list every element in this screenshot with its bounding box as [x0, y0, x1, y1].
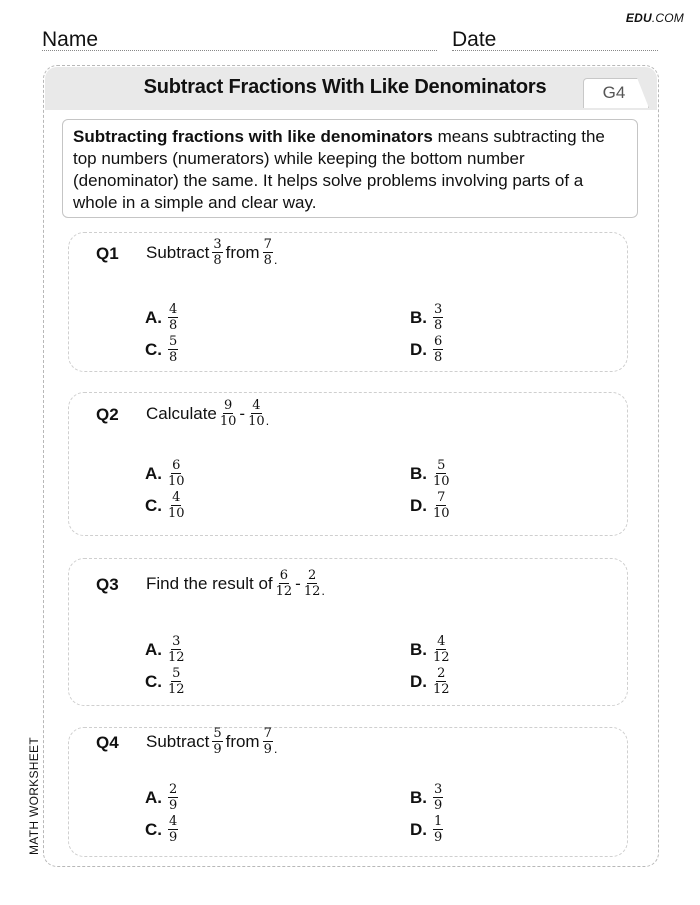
denominator: 8	[213, 253, 222, 268]
option-fraction	[168, 303, 178, 332]
answer-option-c[interactable]	[145, 815, 181, 844]
numerator: 2	[169, 782, 178, 797]
side-label: MATH WORKSHEET	[27, 737, 41, 855]
denominator: 10	[433, 474, 450, 489]
denominator: 10	[168, 506, 185, 521]
question-number: Q2	[96, 405, 119, 424]
denominator: 12	[433, 682, 450, 697]
question-number: Q3	[96, 575, 119, 594]
denominator: 10	[433, 506, 450, 521]
name-field[interactable]	[42, 50, 437, 51]
answer-option-b[interactable]	[410, 783, 446, 812]
numerator: 3	[172, 634, 181, 649]
option-fraction	[168, 783, 178, 812]
denominator: 10	[168, 474, 185, 489]
option-label: C.	[145, 819, 162, 839]
option-label: C.	[145, 339, 162, 359]
answer-option-a[interactable]	[145, 783, 181, 812]
option-fraction	[168, 491, 185, 520]
numerator: 2	[307, 568, 317, 583]
numerator: 9	[224, 398, 233, 413]
option-fraction	[433, 491, 450, 520]
question-fraction	[304, 569, 321, 598]
numerator: 4	[437, 634, 446, 649]
option-label: B.	[410, 463, 427, 483]
numerator: 4	[172, 490, 181, 505]
option-fraction	[168, 335, 178, 364]
question-text-part: from	[225, 731, 260, 751]
option-fraction	[433, 303, 443, 332]
option-fraction	[433, 459, 450, 488]
numerator: 6	[172, 458, 181, 473]
name-date-row	[42, 28, 658, 52]
answer-option-d[interactable]	[410, 335, 446, 364]
option-label: B.	[410, 307, 427, 327]
brand-suffix: .COM	[651, 11, 684, 25]
numerator: 5	[169, 334, 178, 349]
question-text	[146, 399, 269, 428]
numerator: 6	[279, 568, 289, 583]
numerator: 7	[437, 490, 446, 505]
option-fraction	[433, 815, 443, 844]
numerator: 4	[169, 302, 178, 317]
question-text	[146, 727, 278, 756]
question-text-part: Calculate	[146, 403, 217, 423]
option-label: D.	[410, 671, 427, 691]
option-label: C.	[145, 671, 162, 691]
denominator: 12	[275, 584, 293, 599]
question-text-part: Find the result of	[146, 573, 273, 593]
numerator: 7	[263, 726, 272, 741]
question-text-part: .	[273, 252, 278, 267]
worksheet-title: Subtract Fractions With Like Denominators	[143, 76, 547, 98]
answer-option-d[interactable]	[410, 815, 446, 844]
option-label: D.	[410, 819, 427, 839]
option-label: B.	[410, 787, 427, 807]
denominator: 9	[434, 830, 443, 845]
intro-box	[62, 119, 638, 218]
grade-badge: G4	[602, 83, 626, 102]
question-number: Q1	[96, 244, 119, 263]
question-number: Q4	[96, 733, 119, 752]
numerator: 5	[172, 666, 181, 681]
answer-option-a[interactable]	[145, 303, 181, 332]
answer-option-b[interactable]	[410, 303, 446, 332]
option-fraction	[168, 459, 185, 488]
numerator: 1	[434, 814, 443, 829]
option-fraction	[168, 815, 178, 844]
question-text-part: .	[265, 413, 270, 428]
numerator: 4	[169, 814, 178, 829]
answer-option-c[interactable]	[145, 335, 181, 364]
denominator: 9	[169, 798, 178, 813]
denominator: 12	[168, 650, 185, 665]
answer-option-d[interactable]	[410, 667, 453, 696]
option-label: D.	[410, 495, 427, 515]
question-text	[146, 569, 325, 598]
question-text-part: .	[321, 583, 326, 598]
denominator: 12	[168, 682, 185, 697]
answer-option-a[interactable]	[145, 635, 188, 664]
question-text-part: -	[239, 403, 246, 423]
denominator: 9	[263, 742, 272, 757]
numerator: 5	[213, 726, 222, 741]
option-label: D.	[410, 339, 427, 359]
answer-option-b[interactable]	[410, 459, 453, 488]
question-text-part: Subtract	[146, 731, 210, 751]
denominator: 8	[263, 253, 272, 268]
option-fraction	[433, 667, 450, 696]
numerator: 6	[434, 334, 443, 349]
option-fraction	[433, 335, 443, 364]
question-fraction	[220, 399, 237, 428]
denominator: 10	[248, 414, 265, 429]
answer-option-c[interactable]	[145, 491, 188, 520]
name-label: Name	[42, 28, 99, 51]
numerator: 3	[434, 782, 443, 797]
question-text	[146, 238, 278, 267]
intro-text: means subtracting the top numbers (numerators) while keeping the bottom number (denominator) the same. It helps solve problems involving parts of a whole in a simple and clear way.	[73, 127, 605, 212]
question-fraction	[276, 569, 293, 598]
option-label: B.	[410, 639, 427, 659]
numerator: 4	[252, 398, 261, 413]
numerator: 5	[437, 458, 446, 473]
denominator: 12	[303, 584, 321, 599]
question-fraction	[248, 399, 265, 428]
question-text-part: from	[225, 242, 260, 262]
question-text-part: .	[273, 741, 278, 756]
option-fraction	[168, 667, 185, 696]
option-label: A.	[145, 463, 162, 483]
option-label: A.	[145, 639, 162, 659]
option-fraction	[168, 635, 185, 664]
question-text-part: Subtract	[146, 242, 210, 262]
denominator: 9	[169, 830, 178, 845]
denominator: 12	[433, 650, 450, 665]
denominator: 9	[213, 742, 222, 757]
answer-option-b[interactable]	[410, 635, 453, 664]
denominator: 10	[219, 414, 237, 429]
date-label: Date	[452, 28, 497, 51]
denominator: 9	[434, 798, 443, 813]
numerator: 2	[437, 666, 446, 681]
option-label: A.	[145, 307, 162, 327]
question-fraction	[263, 238, 273, 267]
question-fraction	[212, 727, 222, 756]
answer-option-d[interactable]	[410, 491, 453, 520]
denominator: 8	[169, 318, 178, 333]
denominator: 8	[434, 350, 443, 365]
question-text-part: -	[295, 573, 301, 593]
denominator: 8	[434, 318, 443, 333]
answer-option-a[interactable]	[145, 459, 188, 488]
option-label: A.	[145, 787, 162, 807]
answer-option-c[interactable]	[145, 667, 188, 696]
brand-name: EDU	[625, 11, 652, 25]
numerator: 3	[434, 302, 443, 317]
question-fraction	[212, 238, 222, 267]
option-label: C.	[145, 495, 162, 515]
date-field[interactable]	[452, 50, 658, 51]
option-fraction	[433, 783, 443, 812]
option-fraction	[433, 635, 450, 664]
intro-bold: Subtracting fractions with like denominators	[73, 127, 433, 146]
numerator: 3	[213, 237, 222, 252]
brand-logo	[626, 11, 684, 25]
denominator: 8	[169, 350, 178, 365]
numerator: 7	[263, 237, 272, 252]
question-fraction	[263, 727, 273, 756]
